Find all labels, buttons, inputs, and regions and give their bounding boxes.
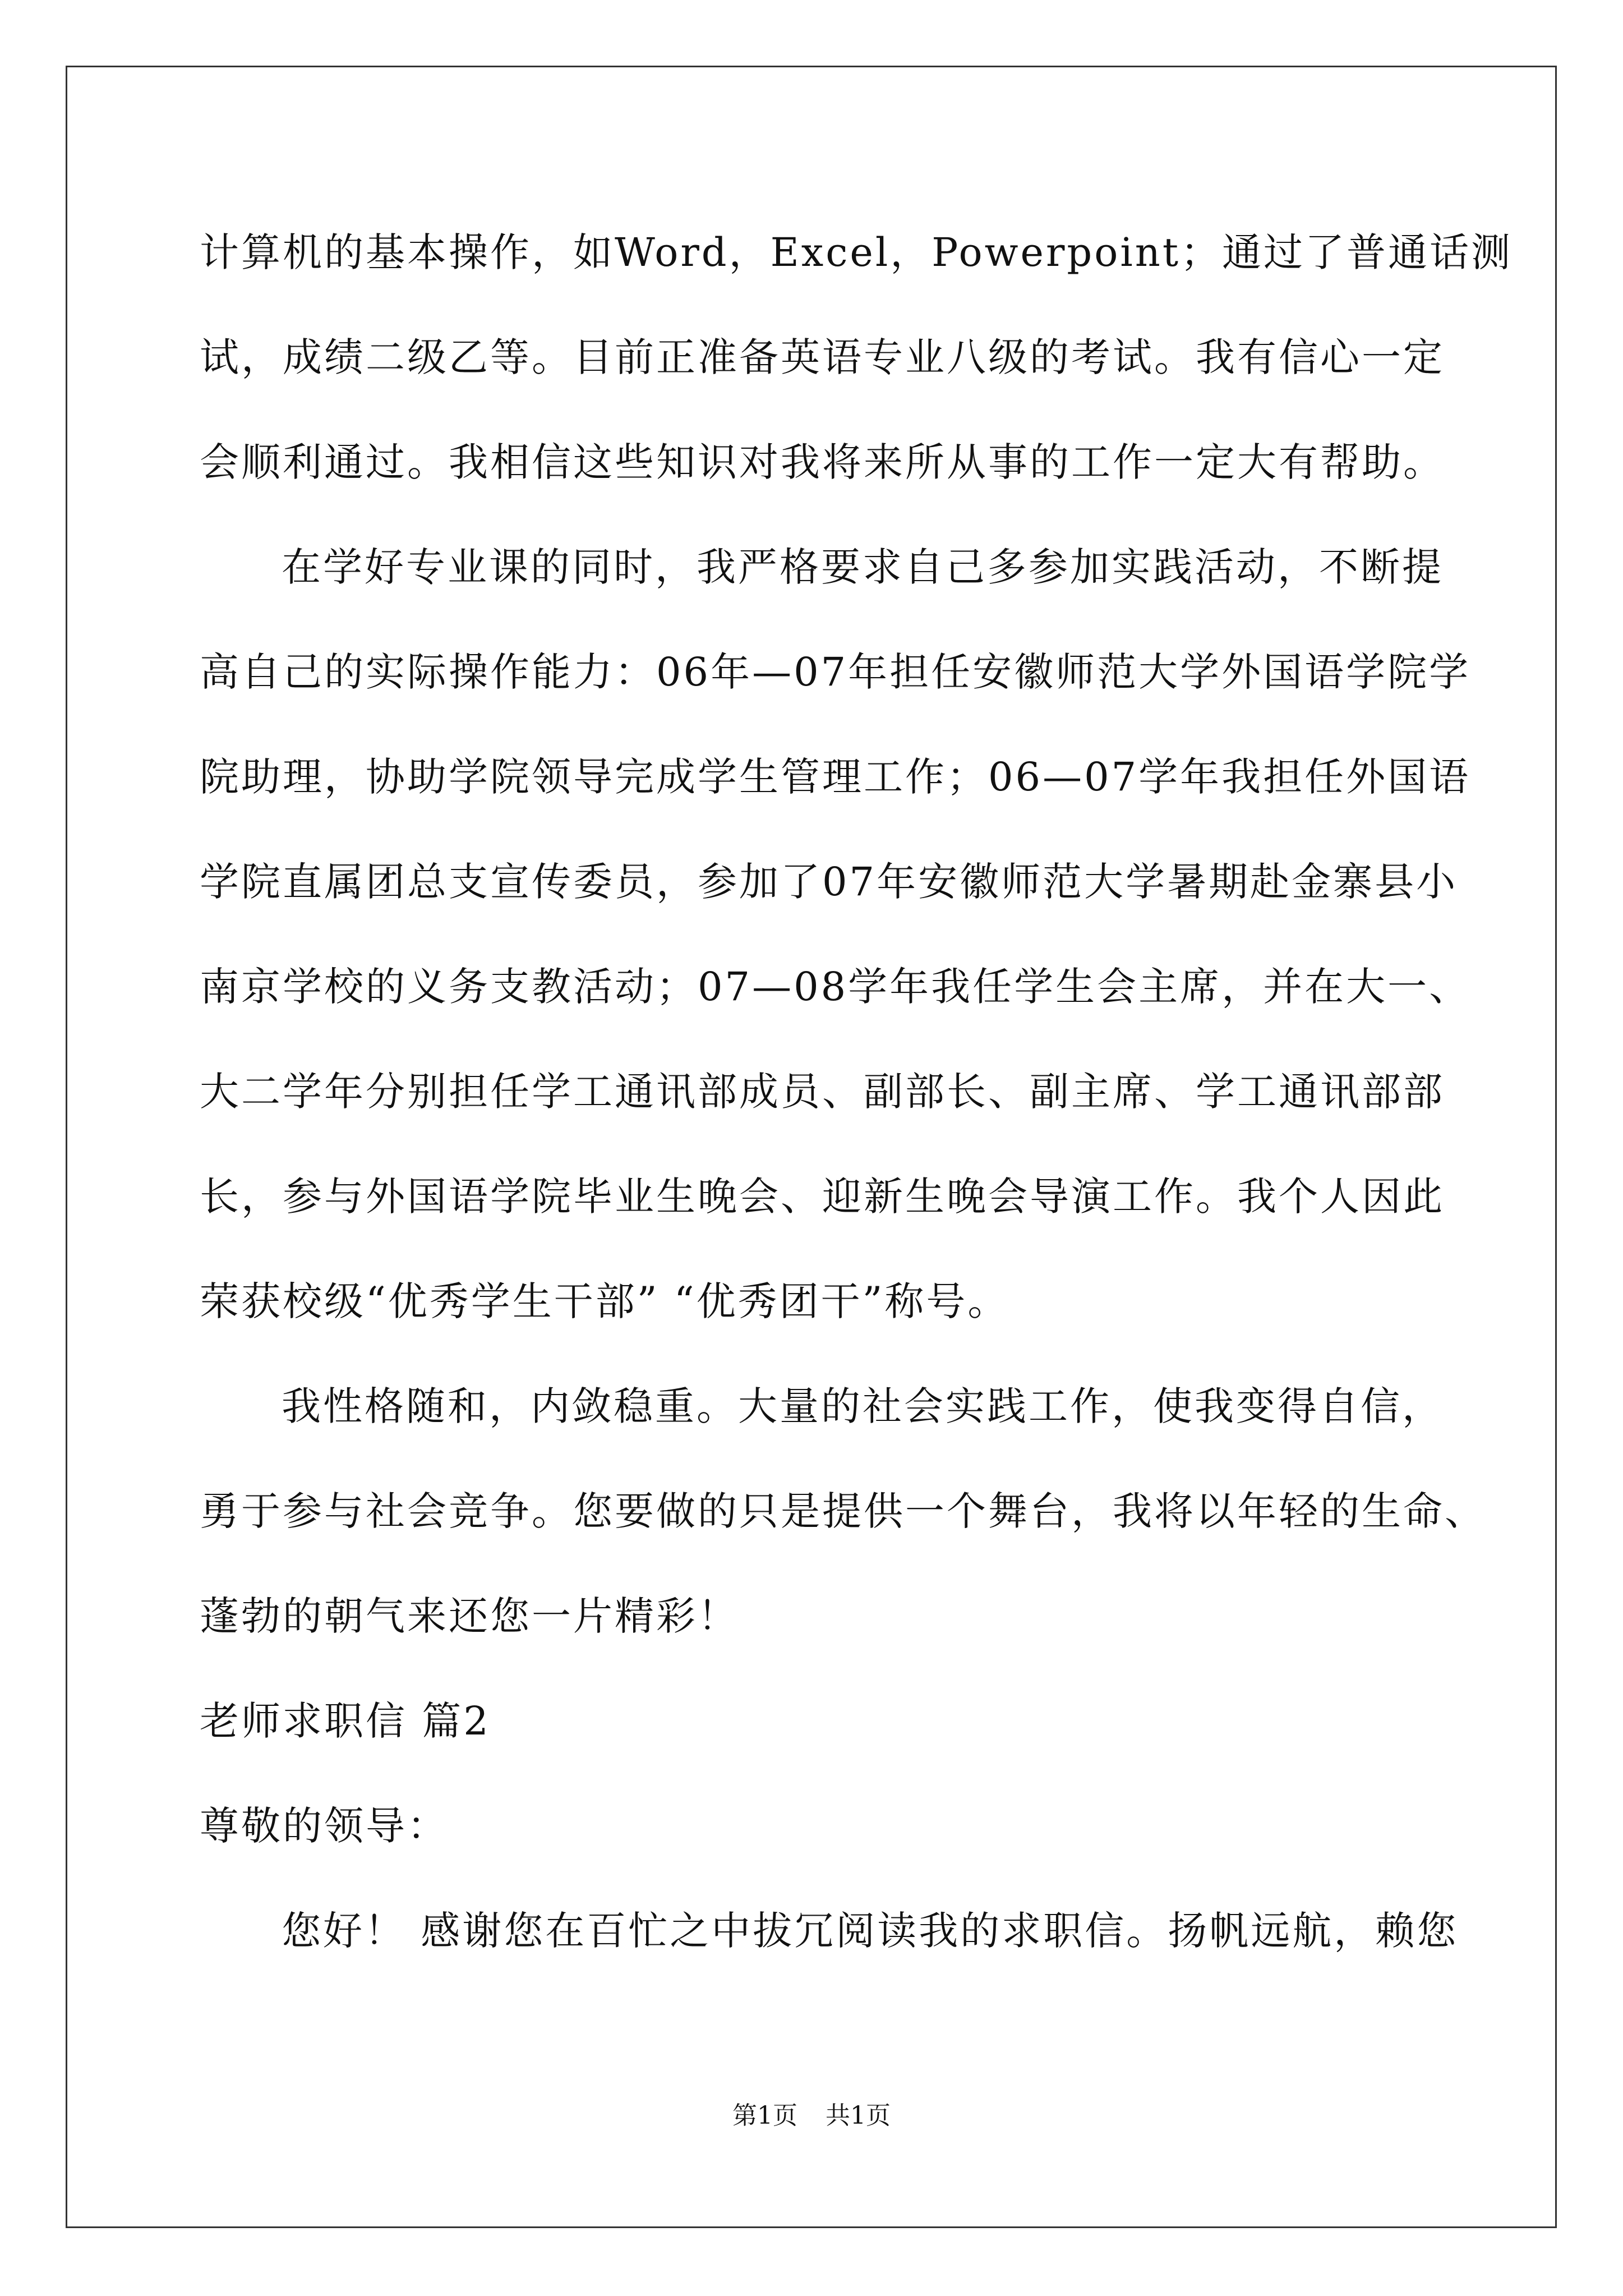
body-line: 大二学年分别担任学工通讯部成员、副部长、副主席、学工通讯部部 bbox=[200, 1069, 1445, 1115]
body-line: 勇于参与社会竞争。您要做的只是提供一个舞台，我将以年轻的生命、 bbox=[200, 1488, 1486, 1534]
page-total: 共1页 bbox=[826, 2101, 891, 2130]
body-line: 高自己的实际操作能力：06年—07年担任安徽师范大学外国语学院学 bbox=[200, 649, 1471, 695]
paragraph-line: 您好！ 感谢您在百忙之中拔冗阅读我的求职信。扬帆远航，赖您 bbox=[282, 1908, 1459, 1954]
page-footer bbox=[0, 2099, 1623, 2133]
body-line: 蓬勃的朝气来还您一片精彩！ bbox=[200, 1593, 739, 1639]
body-line: 学院直属团总支宣传委员，参加了07年安徽师范大学暑期赴金寨县小 bbox=[200, 859, 1458, 905]
body-line: 计算机的基本操作，如Word，Excel，Powerpoint；通过了普通话测 bbox=[200, 229, 1513, 275]
section-heading: 老师求职信 篇2 bbox=[200, 1698, 491, 1744]
body-line: 会顺利通过。我相信这些知识对我将来所从事的工作一定大有帮助。 bbox=[200, 439, 1445, 485]
salutation: 尊敬的领导： bbox=[200, 1803, 449, 1849]
body-line: 院助理，协助学院领导完成学生管理工作；06—07学年我担任外国语 bbox=[200, 754, 1471, 800]
body-line: 南京学校的义务支教活动；07—08学年我任学生会主席，并在大一、 bbox=[200, 964, 1471, 1010]
page-number: 第1页 bbox=[732, 2101, 797, 2130]
body-line: 试，成绩二级乙等。目前正准备英语专业八级的考试。我有信心一定 bbox=[200, 334, 1445, 380]
paragraph-line: 在学好专业课的同时，我严格要求自己多参加实践活动，不断提 bbox=[282, 544, 1444, 590]
body-line: 荣获校级“优秀学生干部” “优秀团干”称号。 bbox=[200, 1278, 1009, 1324]
body-line: 长，参与外国语学院毕业生晚会、迎新生晚会导演工作。我个人因此 bbox=[200, 1174, 1445, 1220]
paragraph-line: 我性格随和，内敛稳重。大量的社会实践工作，使我变得自信， bbox=[282, 1383, 1444, 1429]
